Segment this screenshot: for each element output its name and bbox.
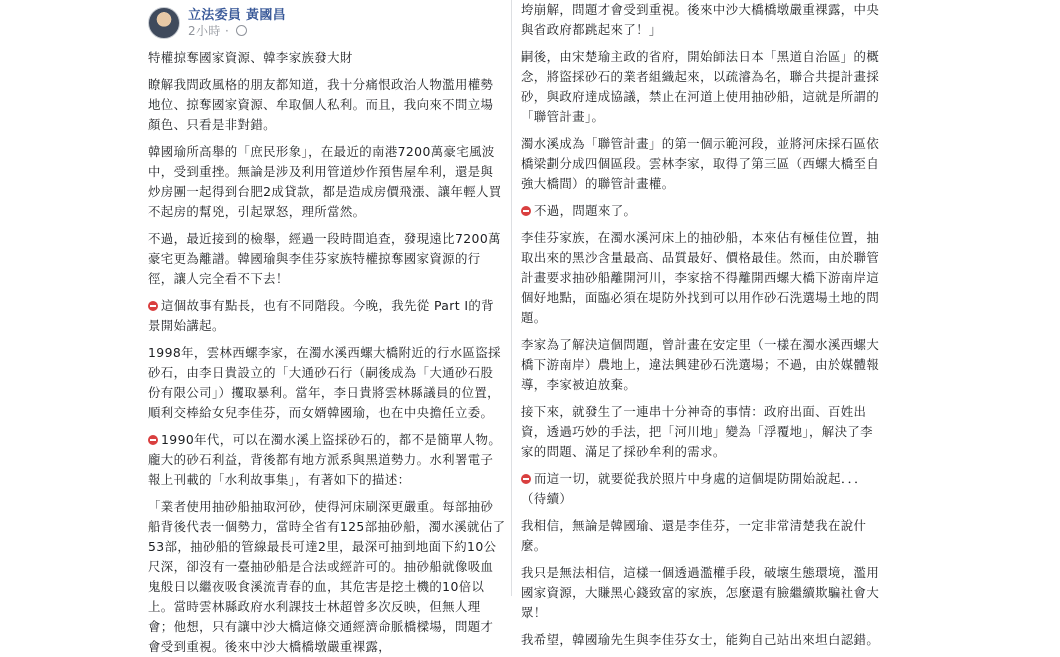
post-paragraph [148,296,506,336]
post-paragraph [148,430,506,490]
paragraph-text: 接下來，就發生了一連串十分神奇的事情：政府出面、百姓出資，透過巧妙的手法，把「河川地」變為「浮覆地」，解決了李家的問題、滿足了採砂牟利的需求。 [521,404,873,459]
post-paragraph [521,201,881,221]
paragraph-text: 垮崩解，問題才會受到重視。後來中沙大橋橋墩嚴重裸露，中央與省政府都跳起來了！」 [521,2,880,37]
author-name[interactable]: 立法委員 黃國昌 [188,8,286,23]
globe-icon [236,25,247,36]
post-paragraph [521,630,881,650]
post-paragraph [521,516,881,556]
no-entry-icon [521,206,531,216]
post-timestamp-row: 2小時 · [188,24,286,39]
post-time[interactable]: 2小時 [188,24,221,38]
column-divider [511,0,512,596]
post-paragraph [521,228,881,328]
post-right-column [521,0,881,647]
post-paragraph [148,343,506,423]
paragraph-text: 我相信，無論是韓國瑜、還是李佳芬，一定非常清楚我在說什麼。 [521,518,867,553]
no-entry-icon [521,474,531,484]
paragraph-text: 不過，問題來了。 [534,203,637,218]
paragraph-text: 「業者使用抽砂船抽取河砂，使得河床刷深更嚴重。每部抽砂船背後代表一個勢力，當時全省有125部抽砂船，濁水溪就佔了53部，抽砂船的管線最長可達2里，最深可抽到地面下約10公尺深，卻沒有一臺抽砂船是合法或經許可的。抽砂船就像吸血鬼般日以繼夜吸食溪流青春的血，其危害是挖土機的10倍以上。當時雲林縣政府水利課技士林超曾多次反映，但無人理會；他想，只有讓中沙大橋這條交通經濟命脈橋樑場，問題才會受到重視。後來中沙大橋橋墩嚴重裸露， [148,499,506,654]
post-body-right [521,0,881,650]
paragraph-text: 我希望，韓國瑜先生與李佳芬女士，能夠自己站出來坦白認錯。 [521,632,880,647]
post-paragraph [148,229,506,289]
post-header [148,4,506,42]
paragraph-text: 我只是無法相信，這樣一個透過濫權手段，破壞生態環境，濫用國家資源，大賺黑心錢致富的家族，怎麼還有臉繼續欺騙社會大眾！ [521,565,880,620]
no-entry-icon [148,435,158,445]
post-body-left [148,75,506,657]
paragraph-text: 李家為了解決這個問題，曾計畫在安定里（一樣在濁水溪西螺大橋下游南岸）農地上，違法興建砂石洗選場；不過，由於媒體報導，李家被迫放棄。 [521,337,880,392]
post-paragraph [148,497,506,657]
paragraph-text: 濁水溪成為「聯管計畫」的第一個示範河段，並將河床採石區依橋梁劃分成四個區段。雲林李家，取得了第三區（西螺大橋至自強大橋間）的聯管計畫權。 [521,136,880,191]
post-meta [188,7,286,39]
post-title: 特權掠奪國家資源、韓李家族發大財 [148,50,353,65]
paragraph-text: 瞭解我問政風格的朋友都知道，我十分痛恨政治人物濫用權勢地位、掠奪國家資源、牟取個人私利。而且，我向來不問立場顏色、只看是非對錯。 [148,77,494,132]
post-paragraph [148,75,506,135]
paragraph-text: 不過，最近接到的檢舉，經過一段時間追查，發現遠比7200萬豪宅更為離譜。韓國瑜與李佳芬家族特權掠奪國家資源的行徑，讓人完全看不下去！ [148,231,501,286]
paragraph-text: 韓國瑜所高舉的「庶民形象」，在最近的南港7200萬豪宅風波中，受到重挫。無論是涉及利用管道炒作預售屋牟利，還是與炒房團一起得到台肥2成貸款，都是造成房價飛漲、讓年輕人買不起房的幫兇，引起眾怒，理所當然。 [148,144,502,219]
paragraph-text: 1990年代，可以在濁水溪上盜採砂石的，都不是簡單人物。龐大的砂石利益，背後都有地方派系與黑道勢力。水利署電子報上刊載的「水利故事集」，有著如下的描述： [148,432,502,487]
avatar[interactable] [148,7,180,39]
paragraph-text: 這個故事有點長，也有不同階段。今晚，我先從 Part I的背景開始講起。 [148,298,494,333]
post-paragraph [521,402,881,462]
paragraph-text: 1998年，雲林西螺李家，在濁水溪西螺大橋附近的行水區盜採砂石，由李日貴設立的「大通砂石行（嗣後成為「大通砂石股份有限公司」）攫取暴利。當年，李日貴將雲林縣議員的位置，順利交棒給女兒李佳芬，而女婿韓國瑜，也在中央擔任立委。 [148,345,501,420]
post-paragraph [521,335,881,395]
post-paragraph [521,469,881,509]
paragraph-text: 而這一切，就要從我於照片中身處的這個堤防開始說起．．．（待續） [521,471,867,506]
paragraph-text: 嗣後，由宋楚瑜主政的省府，開始師法日本「黑道自治區」的概念，將盜採砂石的業者組織起來，以疏濬為名，聯合共提計畫採砂，與政府達成協議，禁止在河道上使用抽砂船，這就是所謂的「聯管計畫」。 [521,49,880,124]
no-entry-icon [148,301,158,311]
post-paragraph [521,47,881,127]
post-paragraph [521,563,881,623]
post-left-column [148,0,506,654]
post-paragraph [148,142,506,222]
post-paragraph [521,0,881,40]
paragraph-text: 李佳芬家族，在濁水溪河床上的抽砂船，本來佔有極佳位置，抽取出來的黑沙含量最高、品質最好、價格最佳。然而，由於聯管計畫要求抽砂船離開河川，李家捨不得離開西螺大橋下游南岸這個好地點，面臨必須在堤防外找到可以用作砂石洗選場土地的問題。 [521,230,880,325]
post-paragraph [521,134,881,194]
